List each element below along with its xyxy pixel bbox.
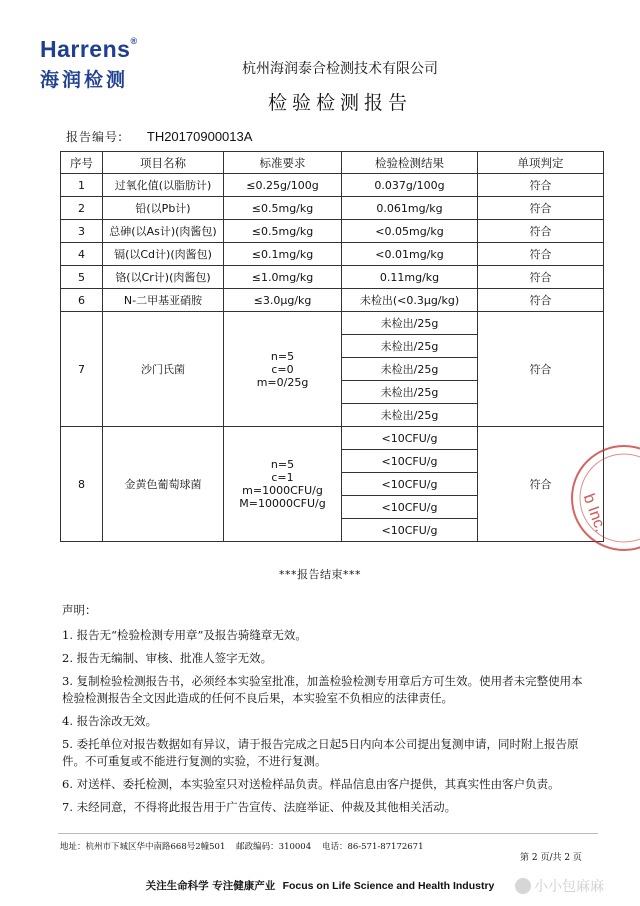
row-no: 8 xyxy=(61,427,103,542)
row-standard xyxy=(224,427,342,542)
row-result: 未检出/25g xyxy=(342,404,478,427)
standard-line: n=5 xyxy=(270,458,295,471)
standard-line: m=1000CFU/g xyxy=(242,484,323,497)
statement-item: 2. 报告无编制、审核、批准人签字无效。 xyxy=(62,651,273,665)
table-row xyxy=(61,220,604,243)
wechat-icon xyxy=(515,878,531,894)
row-item: 沙门氏菌 xyxy=(103,312,224,427)
standard-line: m=0/25g xyxy=(256,375,309,389)
report-number-label: 报告编号: xyxy=(66,130,124,144)
statement-item: 7. 未经同意，不得将此报告用于广告宣传、法庭举证、仲裁及其他相关活动。 xyxy=(62,800,457,814)
footer-phone: 电话：86-571-87172671 xyxy=(321,842,424,852)
report-number-value: TH20170900013A xyxy=(146,129,253,144)
row-standard: ≤0.25g/100g xyxy=(224,174,342,197)
statement-item: 4. 报告涂改无效。 xyxy=(62,714,158,728)
row-item: 铅(以Pb计) xyxy=(103,197,224,220)
row-verdict: 符合 xyxy=(478,220,604,243)
row-standard: ≤0.5mg/kg xyxy=(224,197,342,220)
row-standard xyxy=(224,312,342,427)
row-item: 铬(以Cr计)(肉酱包) xyxy=(103,266,224,289)
row-verdict: 符合 xyxy=(478,243,604,266)
logo xyxy=(40,36,160,92)
results-table xyxy=(60,151,604,542)
row-standard: ≤1.0mg/kg xyxy=(224,266,342,289)
table-row xyxy=(61,266,604,289)
report-title: 检验检测报告 xyxy=(267,92,412,114)
seal-text: b Inc. xyxy=(579,491,609,535)
row-verdict: 符合 xyxy=(478,197,604,220)
statement-item: 1. 报告无“检验检测专用章”及报告骑缝章无效。 xyxy=(62,628,307,642)
row-verdict: 符合 xyxy=(478,266,604,289)
row-result: 0.11mg/kg xyxy=(342,266,478,289)
row-result: 未检出/25g xyxy=(342,335,478,358)
row-verdict: 符合 xyxy=(478,289,604,312)
row-verdict: 符合 xyxy=(478,427,604,542)
row-result: <10CFU/g xyxy=(342,496,478,519)
row-item: N-二甲基亚硝胺 xyxy=(103,289,224,312)
table-header-row xyxy=(61,152,604,174)
statement-item: 6. 对送样、委托检测，本实验室只对送检样品负责。样品信息由客户提供，其真实性由客户负责。 xyxy=(62,777,560,791)
row-no: 7 xyxy=(61,312,103,427)
statement-heading: 声明： xyxy=(62,603,97,617)
header-result: 检验检测结果 xyxy=(342,152,478,174)
slogan-en: Focus on Life Science and Health Industry xyxy=(282,880,495,892)
footer-address: 地址：杭州市下城区华中南路668号2幢501 xyxy=(60,842,226,852)
row-standard: ≤0.1mg/kg xyxy=(224,243,342,266)
row-item: 过氧化值(以脂肪计) xyxy=(103,174,224,197)
standard-line: M=10000CFU/g xyxy=(239,497,326,510)
footer-divider xyxy=(58,833,598,834)
row-verdict: 符合 xyxy=(478,174,604,197)
row-result: <10CFU/g xyxy=(342,427,478,450)
row-item: 金黄色葡萄球菌 xyxy=(103,427,224,542)
standard-line: c=1 xyxy=(271,471,294,484)
standard-line: n=5 xyxy=(270,349,295,363)
statement-item: 5. 委托单位对报告数据如有异议，请于报告完成之日起5日内向本公司提出复测申请，同时附上报告原件。不可重复或不能进行复测的实验，不进行复测。 xyxy=(62,737,579,768)
row-result: 未检出/25g xyxy=(342,381,478,404)
company-name: 杭州海润泰合检测技术有限公司 xyxy=(242,61,438,77)
row-result: 未检出(<0.3μg/kg) xyxy=(342,289,478,312)
standard-line: c=0 xyxy=(271,362,294,376)
row-result: 未检出/25g xyxy=(342,312,478,335)
row-no: 1 xyxy=(61,174,103,197)
row-result: 未检出/25g xyxy=(342,358,478,381)
row-no: 6 xyxy=(61,289,103,312)
report-end: ***报告结束*** xyxy=(279,568,361,581)
table-row xyxy=(61,289,604,312)
row-result: 0.037g/100g xyxy=(342,174,478,197)
header-standard: 标准要求 xyxy=(224,152,342,174)
header-verdict: 单项判定 xyxy=(478,152,604,174)
row-no: 5 xyxy=(61,266,103,289)
registered-mark: ® xyxy=(130,36,138,46)
row-result: 0.061mg/kg xyxy=(342,197,478,220)
footer-postcode: 邮政编码：310004 xyxy=(236,842,312,852)
row-result: <10CFU/g xyxy=(342,450,478,473)
row-result: <10CFU/g xyxy=(342,519,478,542)
table-row xyxy=(61,312,604,335)
row-result: <10CFU/g xyxy=(342,473,478,496)
watermark xyxy=(515,876,604,896)
seal-stamp xyxy=(562,440,640,560)
watermark-text: 小小包麻麻 xyxy=(534,879,604,895)
row-standard: ≤0.5mg/kg xyxy=(224,220,342,243)
row-no: 4 xyxy=(61,243,103,266)
statement xyxy=(62,602,590,822)
table-row xyxy=(61,174,604,197)
row-verdict: 符合 xyxy=(478,312,604,427)
row-no: 3 xyxy=(61,220,103,243)
table-row xyxy=(61,243,604,266)
logo-cn: 海润检测 xyxy=(40,69,129,91)
header-no: 序号 xyxy=(61,152,103,174)
statement-item: 3. 复制检验检测报告书，必须经本实验室批准，加盖检验检测专用章后方可生效。使用者未完整使用本检验检测报告全文因此造成的任何不良后果，本实验室不负相应的法律责任。 xyxy=(62,674,583,705)
slogan-cn: 关注生命科学 专注健康产业 xyxy=(145,880,276,892)
row-item: 镉(以Cd计)(肉酱包) xyxy=(103,243,224,266)
row-standard: ≤3.0μg/kg xyxy=(224,289,342,312)
page-number: 第 2 页/共 2 页 xyxy=(520,853,582,863)
row-result: <0.01mg/kg xyxy=(342,243,478,266)
row-item: 总砷(以As计)(肉酱包) xyxy=(103,220,224,243)
report-number xyxy=(66,128,252,145)
table-row xyxy=(61,197,604,220)
row-result: <0.05mg/kg xyxy=(342,220,478,243)
logo-en: Harrens xyxy=(40,36,131,62)
header-item: 项目名称 xyxy=(103,152,224,174)
row-no: 2 xyxy=(61,197,103,220)
table-row xyxy=(61,427,604,450)
footer-contact xyxy=(60,840,424,852)
